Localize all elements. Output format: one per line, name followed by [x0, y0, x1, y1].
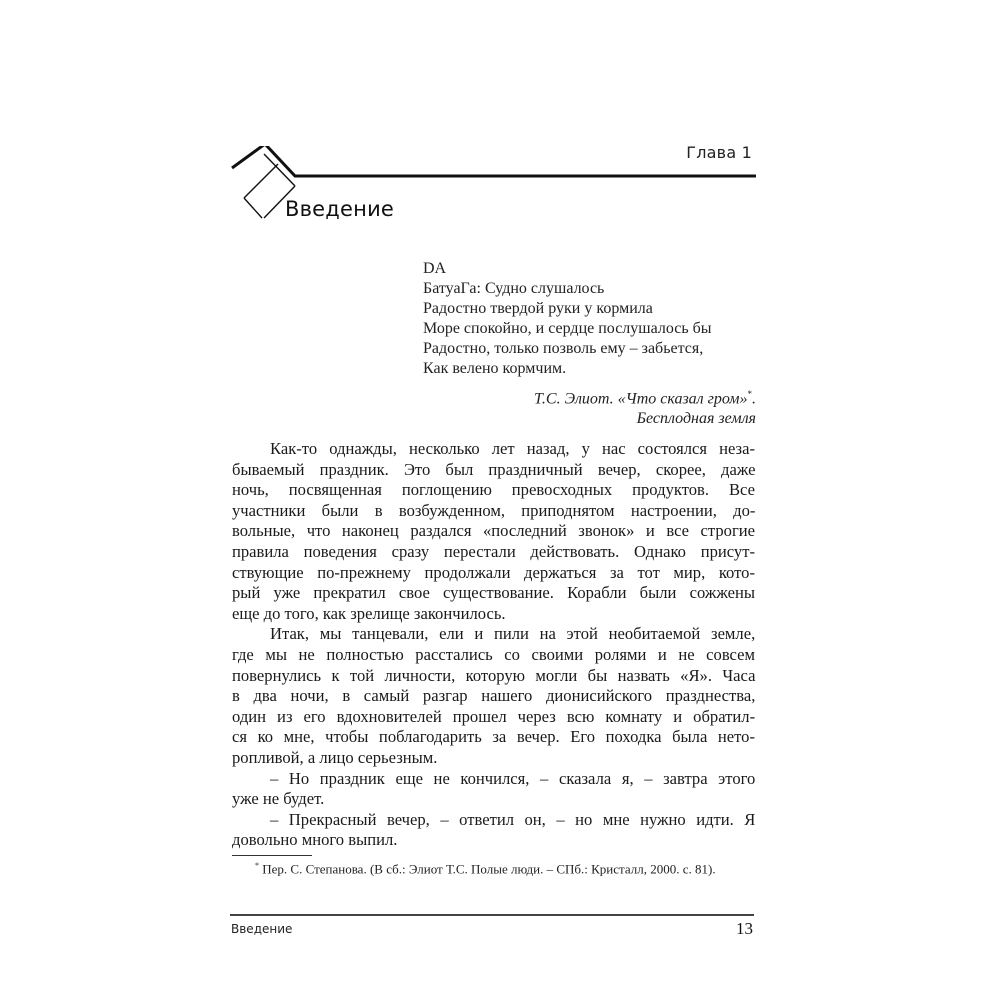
footnote-divider	[232, 855, 312, 856]
chapter-label: Глава 1	[686, 143, 752, 162]
footnote-text: Пер. С. Степанова. (В сб.: Элиот Т.С. Полые люди. – СПб.: Кристалл, 2000. с. 81).	[262, 861, 716, 877]
body-line: Как-то однажды, несколько лет назад, у нас состоялся неза-	[270, 439, 755, 458]
footnote-marker: *	[255, 861, 259, 870]
epigraph-source: Т.С. Элиот. «Что сказал гром»	[534, 390, 748, 408]
footnote	[255, 861, 716, 877]
epigraph	[423, 259, 757, 379]
epigraph-line: БатуаГа: Судно слушалось	[423, 280, 605, 297]
epigraph-line: Море спокойно, и сердце послушалось бы	[423, 320, 712, 337]
body-line: вольные, что наконец раздался «последний звонок» и все строгие	[232, 521, 755, 541]
body-line: один из его вдохновителей прошел через всю комнату и обратил-	[232, 706, 756, 726]
page-number: 13	[736, 919, 753, 938]
body-line: где мы не полностью расстались со своими ролями и не совсем	[232, 644, 755, 664]
chapter-title: Введение	[285, 197, 395, 221]
epigraph-attribution-line2: Бесплодная земля	[636, 410, 756, 428]
epigraph-line: DA	[423, 260, 447, 277]
body-line: уже не будет.	[232, 789, 325, 809]
body-line: – Прекрасный вечер, – ответил он, – но мне нужно идти. Я	[270, 809, 756, 829]
epigraph-line: Радостно твердой руки у кормила	[423, 300, 653, 317]
epigraph-source-end: .	[752, 390, 756, 408]
body-line: бываемый праздник. Это был праздничный вечер, скорее, даже	[232, 459, 756, 479]
body-line: ночь, посвященная поглощению превосходных продуктов. Все	[232, 480, 755, 500]
body-line: ропливой, а лицо серьезным.	[232, 747, 438, 767]
footer-section-title: Введение	[231, 922, 293, 936]
body-line: в два ночи, в самый разгар нашего дионисийского празднества,	[232, 686, 756, 706]
header-rule	[232, 146, 756, 176]
body-line: участники были в возбужденном, приподнятом настроении, до-	[232, 500, 756, 520]
body-line: ствующие по-прежнему продолжали держаться за тот мир, кото-	[232, 562, 755, 582]
body-text	[232, 439, 755, 851]
body-line: Итак, мы танцевали, ели и пили на этой необитаемой земле,	[270, 624, 756, 644]
body-line: – Но праздник еще не кончился, – сказала я, – завтра этого	[270, 768, 756, 788]
body-line: еще до того, как зрелище закончилось.	[232, 603, 506, 623]
body-line: рый уже прекратил свое существование. Корабли были сожжены	[232, 583, 755, 603]
epigraph-line: Радостно, только позволь ему – забьется,	[423, 340, 704, 357]
epigraph-attribution	[420, 384, 756, 429]
epigraph-attribution-line1	[420, 384, 756, 409]
body-line: ся ко мне, чтобы поблагодарить за вечер. Его походка была нето-	[232, 727, 755, 747]
body-line: повернулись к той личности, которую могли бы назвать «Я». Часа	[232, 665, 756, 685]
footnote-reference[interactable]: *	[747, 389, 752, 399]
body-line: правила поведения сразу перестали действовать. Однако присут-	[232, 541, 755, 561]
body-line: довольно много выпил.	[232, 830, 398, 850]
epigraph-line: Как велено кормчим.	[423, 360, 567, 377]
footer-divider	[230, 914, 754, 916]
